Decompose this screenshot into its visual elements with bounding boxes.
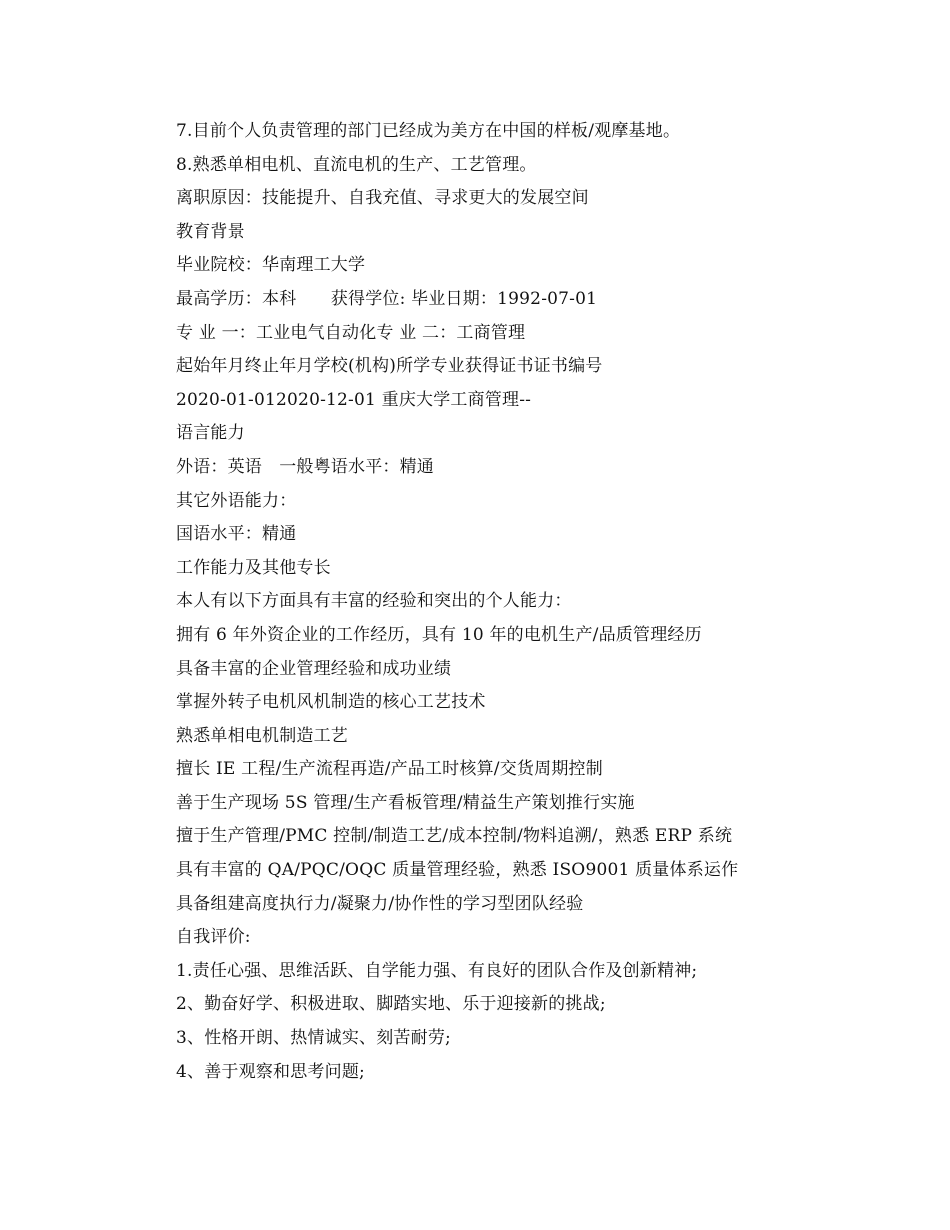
text-line: 外语：英语 一般粤语水平：精通	[176, 456, 434, 477]
text-line: 1.责任心强、思维活跃、自学能力强、有良好的团队合作及创新精神;	[176, 960, 698, 981]
document-body	[176, 115, 876, 1089]
text-line: 8.熟悉单相电机、直流电机的生产、工艺管理。	[176, 154, 537, 175]
section-heading: 工作能力及其他专长	[176, 557, 331, 578]
text-line: 具备丰富的企业管理经验和成功业绩	[176, 658, 452, 679]
text-line: 离职原因：技能提升、自我充值、寻求更大的发展空间	[176, 188, 589, 209]
text-line: 熟悉单相电机制造工艺	[176, 725, 348, 746]
text-line: 善于生产现场 5S 管理/生产看板管理/精益生产策划推行实施	[176, 792, 635, 813]
section-heading: 教育背景	[176, 221, 245, 242]
text-line: 专 业 一：工业电气自动化专 业 二：工商管理	[176, 322, 526, 343]
text-line: 擅长 IE 工程/生产流程再造/产品工时核算/交货周期控制	[176, 759, 603, 780]
text-line: 擅于生产管理/PMC 控制/制造工艺/成本控制/物料追溯/，熟悉 ERP 系统	[176, 826, 733, 847]
text-line: 拥有 6 年外资企业的工作经历，具有 10 年的电机生产/品质管理经历	[176, 624, 702, 645]
text-line: 其它外语能力：	[176, 490, 297, 511]
text-line: 最高学历：本科 获得学位: 毕业日期：1992-07-01	[176, 288, 598, 309]
text-line: 7.目前个人负责管理的部门已经成为美方在中国的样板/观摩基地。	[176, 121, 681, 141]
text-line: 国语水平：精通	[176, 524, 297, 545]
text-line: 3、性格开朗、热情诚实、刻苦耐劳;	[176, 1028, 451, 1049]
text-line: 4、善于观察和思考问题;	[176, 1061, 365, 1082]
text-line: 起始年月终止年月学校(机构)所学专业获得证书证书编号	[176, 356, 603, 377]
text-line: 具备组建高度执行力/凝聚力/协作性的学习型团队经验	[176, 893, 584, 914]
text-line: 2020-01-012020-12-01 重庆大学工商管理--	[176, 389, 532, 410]
text-line: 本人有以下方面具有丰富的经验和突出的个人能力：	[176, 591, 572, 612]
text-line: 具有丰富的 QA/PQC/OQC 质量管理经验，熟悉 ISO9001 质量体系运作	[176, 860, 739, 881]
text-line: 毕业院校：华南理工大学	[176, 255, 366, 276]
section-heading: 语言能力	[176, 423, 245, 444]
text-line: 掌握外转子电机风机制造的核心工艺技术	[176, 692, 486, 713]
text-line: 2、勤奋好学、积极进取、脚踏实地、乐于迎接新的挑战;	[176, 994, 606, 1015]
section-heading: 自我评价:	[176, 927, 251, 948]
